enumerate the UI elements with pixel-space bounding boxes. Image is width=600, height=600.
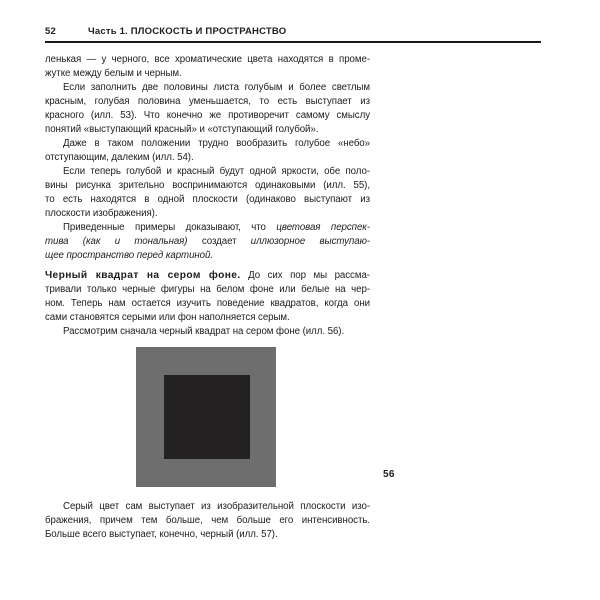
text-line — [45, 235, 370, 249]
paragraph-consider-square — [45, 325, 370, 339]
text-run-italic: иллюзорное выступаю- — [250, 236, 371, 247]
text-line: то есть находятся в одной плоскости (одинаково выступают из — [45, 194, 370, 205]
text-line: Даже в таком положении трудно вообразить голубое «небо» — [63, 138, 370, 149]
text-line — [45, 249, 370, 263]
text-line: ленькая — у черного, все хроматические цвета находятся в проме- — [45, 54, 370, 65]
text-line — [45, 269, 370, 283]
black-square — [164, 375, 250, 459]
paragraph-gray-protrudes — [45, 500, 370, 542]
text-run: создает — [201, 236, 251, 247]
gray-square — [136, 347, 276, 487]
text-line: сами становятся серыми или фон наполняется серым. — [45, 312, 290, 323]
text-line: плоскости изображения). — [45, 208, 158, 219]
page-header — [45, 26, 541, 37]
text-line: бражения, причем тем больше, чем больше его интенсивность. — [45, 515, 370, 526]
paragraph-black-square-section — [45, 269, 370, 325]
text-line: тривали только черные фигуры на белом фоне или белые на чер- — [45, 284, 370, 295]
header-rule — [45, 41, 541, 43]
figure-number: 56 — [383, 469, 395, 480]
text-run: До сих пор мы рассма- — [240, 270, 370, 281]
text-line: красного (илл. 53). Что конечно же противоречит самому смыслу — [45, 110, 370, 121]
paragraph-equal-brightness — [45, 165, 370, 221]
page-number: 52 — [45, 26, 56, 37]
text-line: Если теперь голубой и красный будут одной яркости, обе поло- — [63, 166, 370, 177]
text-line: ном. Теперь нам остается изучить поведение квадратов, когда они — [45, 298, 370, 309]
paragraph-blue-sky — [45, 137, 370, 165]
paragraph-color-perspective — [45, 221, 370, 263]
text-line: жутке между белым и черным. — [45, 68, 182, 79]
text-line: Больше всего выступает, конечно, черный (илл. 57). — [45, 529, 278, 540]
text-run-italic: тива (как и тональная) — [45, 236, 202, 247]
text-line: красным, голубая половина уменьшается, то есть выступает из — [45, 96, 370, 107]
text-line: вины рисунка зрительно воспринимаются одинаковыми (илл. 55), — [45, 180, 370, 191]
figure-56 — [45, 347, 395, 487]
paragraph-intro-continuation — [45, 53, 370, 81]
text-run-italic: щее пространство перед картиной. — [45, 250, 214, 261]
text-line: Серый цвет сам выступает из изобразительной плоскости изо- — [63, 501, 370, 512]
text-line: Рассмотрим сначала черный квадрат на сером фоне (илл. 56). — [63, 326, 345, 337]
text-line: отступающим, далеким (илл. 54). — [45, 152, 194, 163]
text-run-italic: цветовая перспек- — [276, 222, 370, 233]
text-line: Если заполнить две половины листа голубым и более светлым — [63, 82, 370, 93]
text-line: понятий «выступающий красный» и «отступающий голубой». — [45, 124, 319, 135]
text-run: Приведенные примеры доказывают, что — [63, 222, 277, 233]
text-line — [45, 221, 370, 235]
content-column — [45, 53, 395, 542]
chapter-title: Часть 1. ПЛОСКОСТЬ И ПРОСТРАНСТВО — [88, 26, 287, 37]
paragraph-blue-red-halves — [45, 81, 370, 137]
section-run-in-heading: Черный квадрат на сером фоне. — [45, 270, 241, 281]
